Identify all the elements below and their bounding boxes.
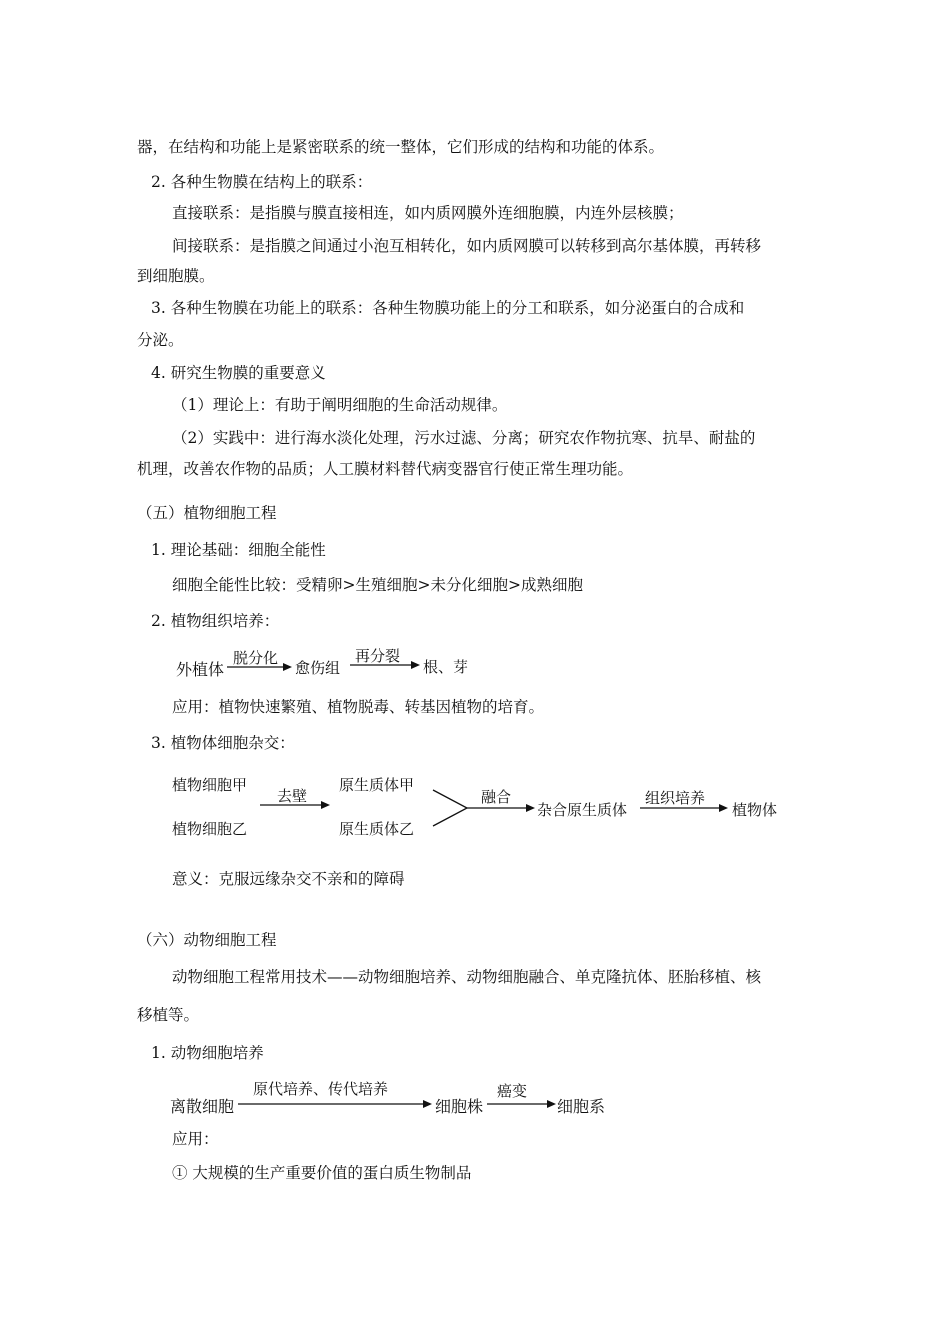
section-heading-plant-cell-engineering: （五）植物细胞工程 (137, 504, 277, 522)
theory-significance: （1）理论上：有助于阐明细胞的生命活动规律。 (172, 396, 508, 414)
section-heading-animal-cell-engineering: （六）动物细胞工程 (137, 931, 277, 949)
explant-label: 外植体 (176, 660, 225, 679)
callus-label: 愈伤组 (295, 659, 341, 677)
roots-buds-label: 根、芽 (423, 658, 469, 676)
list-item-theory-basis: 1. 理论基础：细胞全能性 (151, 541, 326, 559)
redivision-label: 再分裂 (355, 647, 401, 665)
cell-strain-label: 细胞株 (435, 1097, 484, 1116)
cell-line-label: 细胞系 (557, 1097, 606, 1116)
plant-cell-a-label: 植物细胞甲 (172, 776, 248, 794)
totipotency-comparison: 细胞全能性比较：受精卵>生殖细胞>未分化细胞>成熟细胞 (172, 576, 583, 594)
tissue-culture-step-label: 组织培养 (645, 789, 706, 807)
list-item-animal-cell-culture: 1. 动物细胞培养 (151, 1044, 264, 1062)
plant-cell-b-label: 植物细胞乙 (172, 820, 248, 838)
application-label: 应用： (172, 1130, 219, 1148)
animal-techniques-intro: 动物细胞工程常用技术——动物细胞培养、动物细胞融合、单克隆抗体、胚胎移植、核 (172, 968, 762, 986)
list-item-somatic-hybridization: 3. 植物体细胞杂交： (151, 734, 295, 752)
protoplast-b-label: 原生质体乙 (339, 820, 415, 838)
animal-techniques-intro-cont: 移植等。 (137, 1006, 200, 1024)
practice-significance-cont: 机理，改善农作物的品质；人工膜材料替代病变器官行使正常生理功能。 (137, 460, 634, 478)
dedifferentiation-label: 脱分化 (233, 649, 279, 667)
list-item-tissue-culture: 2. 植物组织培养： (151, 612, 280, 630)
tissue-culture-application: 应用：植物快速繁殖、植物脱毒、转基因植物的培育。 (172, 698, 545, 716)
practice-significance: （2）实践中：进行海水淡化处理，污水过滤、分离；研究农作物抗寒、抗旱、耐盐的 (172, 429, 756, 447)
list-item-4: 4. 研究生物膜的重要意义 (151, 364, 326, 382)
whole-plant-label: 植物体 (732, 801, 778, 819)
indirect-connection-text-cont: 到细胞膜。 (137, 267, 215, 285)
dispersed-cells-label: 离散细胞 (170, 1097, 235, 1116)
paragraph-continuation: 器，在结构和功能上是紧密联系的统一整体，它们形成的结构和功能的体系。 (137, 138, 665, 156)
remove-wall-label: 去壁 (277, 787, 308, 805)
indirect-connection-text: 间接联系：是指膜之间通过小泡互相转化，如内质网膜可以转移到高尔基体膜，再转移 (172, 237, 762, 255)
protoplast-a-label: 原生质体甲 (339, 776, 415, 794)
fusion-label: 融合 (481, 788, 512, 806)
hybrid-protoplast-label: 杂合原生质体 (537, 801, 628, 819)
list-item-3-cont: 分泌。 (137, 331, 184, 349)
list-item-2: 2. 各种生物膜在结构上的联系： (151, 173, 373, 191)
list-item-3: 3. 各种生物膜在功能上的联系：各种生物膜功能上的分工和联系，如分泌蛋白的合成和 (151, 299, 745, 317)
application-item-1: ① 大规模的生产重要价值的蛋白质生物制品 (172, 1164, 472, 1182)
cancerization-label: 癌变 (497, 1082, 528, 1100)
primary-passage-culture-label: 原代培养、传代培养 (253, 1080, 389, 1098)
direct-connection-text: 直接联系：是指膜与膜直接相连，如内质网膜外连细胞膜，内连外层核膜； (172, 204, 684, 222)
hybridization-meaning: 意义：克服远缘杂交不亲和的障碍 (172, 870, 405, 888)
